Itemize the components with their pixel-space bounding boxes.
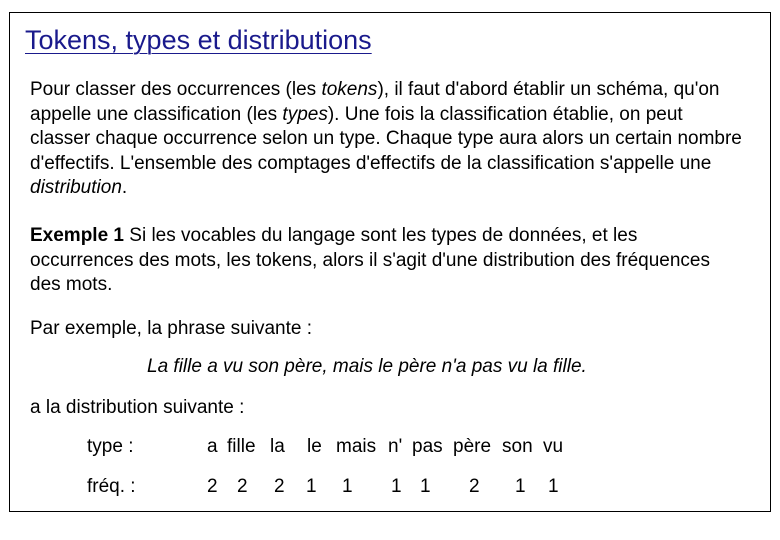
frequency-cell: 2 (469, 476, 480, 497)
type-cell: mais (336, 436, 377, 457)
definition-text-1: Pour classer des occurrences (les (30, 79, 322, 100)
frequency-cell: 1 (342, 476, 353, 497)
frequency-cell: 1 (548, 476, 559, 497)
type-row-label: type : (87, 436, 134, 457)
type-cell: vu (543, 436, 564, 457)
type-cell: n' (388, 436, 403, 457)
definition-text-3: ). Une fois la classification établie, on peut classer chaque occurrence selon un type. Chaque type aura alors un certain nombre d'effectifs. L'ensemble des comptages d'effectifs de la classification s'appelle une (30, 103, 742, 174)
definition-emphasis-tokens: tokens (321, 79, 378, 100)
type-cell: la (270, 436, 285, 457)
type-cell: pas (412, 436, 443, 457)
definition-text-2: ), il faut d'abord établir un schéma, qu'on appelle une classification (les (30, 79, 720, 125)
frequency-cell: 2 (207, 476, 218, 497)
example-text: Si les vocables du langage sont les types de données, et les occurrences des mots, les tokens, alors il s'agit d'une distribution des fréquences des mots. (30, 225, 710, 295)
slide-title: Tokens, types et distributions (25, 25, 372, 55)
frequency-cell: 1 (391, 476, 402, 497)
frequency-cell: 1 (306, 476, 317, 497)
type-cell: le (307, 436, 322, 457)
example-label: Exemple 1 (30, 225, 124, 246)
definition-paragraph (30, 78, 742, 201)
definition-emphasis-types: types (282, 103, 328, 125)
type-row (0, 436, 780, 462)
type-cell: fille (227, 436, 256, 457)
example-sentence: La fille a vu son père, mais le père n'a pas vu la fille. (147, 356, 587, 377)
frequency-cell: 2 (237, 476, 248, 497)
type-cell: père (453, 436, 492, 457)
frequency-row-label: fréq. : (87, 476, 136, 497)
outro-text: a la distribution suivante : (30, 397, 245, 418)
intro-text: Par exemple, la phrase suivante : (30, 318, 312, 339)
example-paragraph (30, 224, 742, 298)
frequency-cell: 1 (515, 476, 526, 497)
definition-emphasis-distribution: distribution (30, 177, 122, 198)
frequency-cell: 1 (420, 476, 431, 497)
type-cell: son (502, 436, 533, 457)
definition-text-4: . (121, 177, 128, 198)
frequency-cell: 2 (274, 476, 285, 497)
type-cell: a (207, 436, 218, 457)
frequency-row (0, 476, 780, 502)
